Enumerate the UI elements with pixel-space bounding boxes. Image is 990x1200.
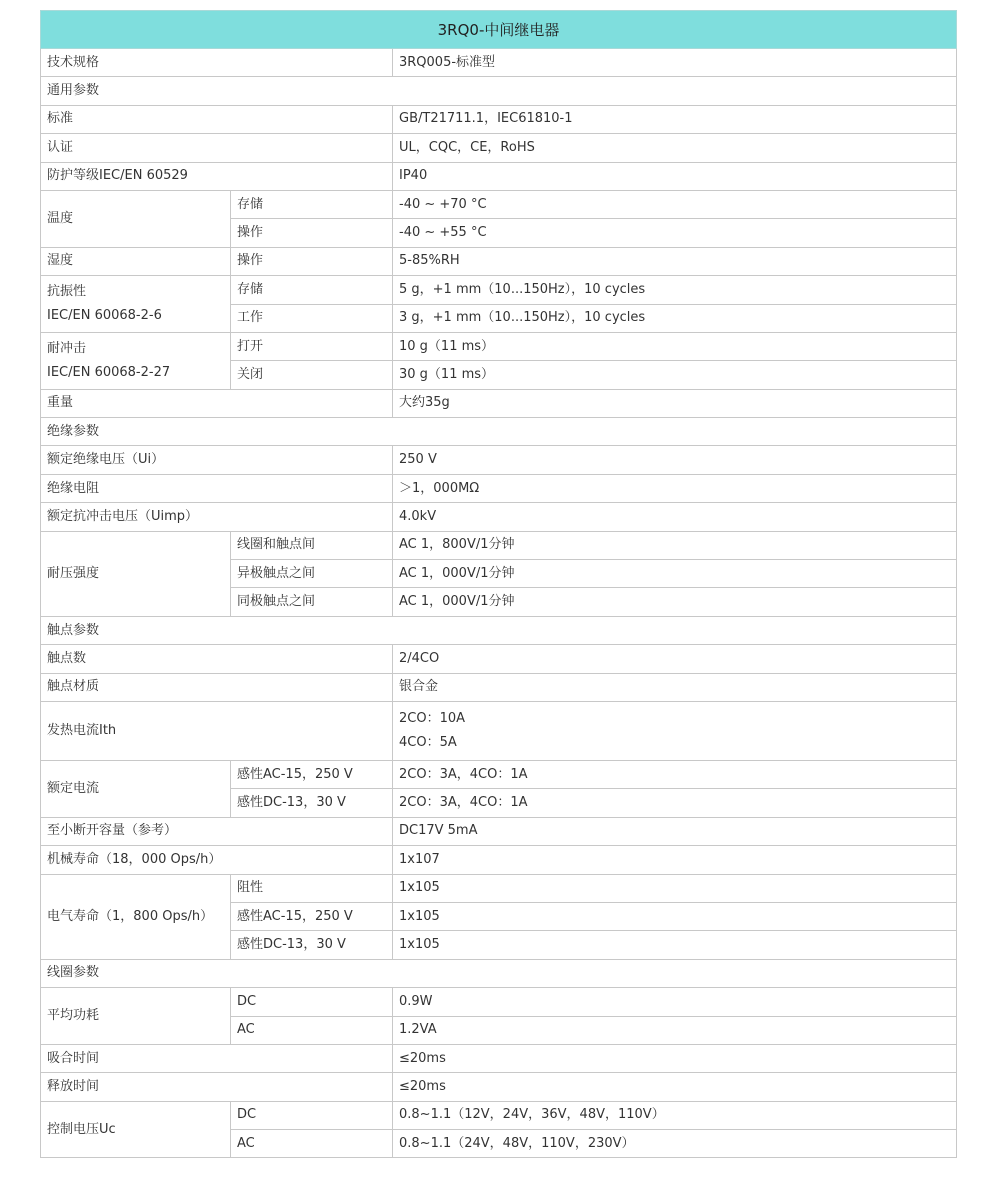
- table-row: [41, 760, 957, 788]
- param-label: 湿度: [41, 247, 231, 275]
- param-sublabel: 感性AC-15，250 V: [231, 760, 393, 788]
- param-value: AC 1，000V/1分钟: [393, 560, 957, 588]
- param-sublabel: 操作: [231, 247, 393, 275]
- param-value: 5-85%RH: [393, 247, 957, 275]
- param-value: 250 V: [393, 446, 957, 474]
- table-row: [41, 1073, 957, 1101]
- table-row: [41, 446, 957, 474]
- section-heading: 通用参数: [41, 77, 957, 105]
- param-sublabel: DC: [231, 988, 393, 1016]
- table-row: [41, 162, 957, 190]
- param-label: 发热电流Ith: [41, 701, 393, 760]
- param-label: [41, 276, 231, 333]
- param-label: [41, 332, 231, 389]
- param-label: 额定电流: [41, 760, 231, 817]
- param-value: 2CO：3A，4CO：1A: [393, 760, 957, 788]
- param-value: 3 g，+1 mm（10...150Hz），10 cycles: [393, 304, 957, 332]
- param-value: 1x107: [393, 846, 957, 874]
- param-sublabel: 存储: [231, 276, 393, 304]
- table-row: [41, 874, 957, 902]
- param-label: 控制电压Uc: [41, 1101, 231, 1158]
- param-sublabel: 打开: [231, 332, 393, 360]
- table-row: [41, 701, 957, 760]
- param-value: -40 ~ +70 °C: [393, 190, 957, 218]
- param-value: 5 g，+1 mm（10...150Hz），10 cycles: [393, 276, 957, 304]
- param-sublabel: AC: [231, 1016, 393, 1044]
- param-value: 2/4CO: [393, 645, 957, 673]
- param-value: [393, 701, 957, 760]
- param-value: 1x105: [393, 902, 957, 930]
- param-value: 2CO：3A，4CO：1A: [393, 789, 957, 817]
- param-value-line: 2CO：10A: [399, 710, 466, 726]
- param-label: 吸合时间: [41, 1044, 393, 1072]
- table-row: [41, 105, 957, 133]
- param-label: 额定绝缘电压（Ui）: [41, 446, 393, 474]
- param-sublabel: 异极触点之间: [231, 560, 393, 588]
- table-row: [41, 846, 957, 874]
- relay-spec-table: [40, 10, 957, 1158]
- section-heading: 触点参数: [41, 616, 957, 644]
- param-label: 耐压强度: [41, 531, 231, 616]
- param-value: 0.8~1.1（12V，24V，36V，48V，110V）: [393, 1101, 957, 1129]
- param-label-line: IEC/EN 60068-2-27: [47, 364, 171, 380]
- table-header-row: [41, 11, 957, 49]
- param-value: 10 g（11 ms）: [393, 332, 957, 360]
- section-heading: 绝缘参数: [41, 418, 957, 446]
- table-row: [41, 49, 957, 77]
- param-label: 触点材质: [41, 673, 393, 701]
- param-value: UL，CQC，CE，RoHS: [393, 134, 957, 162]
- param-label-line: 抗振性: [47, 284, 87, 300]
- param-sublabel: 同极触点之间: [231, 588, 393, 616]
- param-value: ≤20ms: [393, 1044, 957, 1072]
- param-label: 温度: [41, 190, 231, 247]
- table-row: [41, 134, 957, 162]
- param-value: 3RQ005-标准型: [393, 49, 957, 77]
- table-row: [41, 389, 957, 417]
- param-label: 电气寿命（1，800 Ops/h）: [41, 874, 231, 959]
- param-value: ≤20ms: [393, 1073, 957, 1101]
- table-row: [41, 673, 957, 701]
- param-label: 标准: [41, 105, 393, 133]
- param-value: 30 g（11 ms）: [393, 361, 957, 389]
- param-value: DC17V 5mA: [393, 817, 957, 845]
- param-value: 4.0kV: [393, 503, 957, 531]
- param-value: GB/T21711.1，IEC61810-1: [393, 105, 957, 133]
- table-row: [41, 247, 957, 275]
- section-row: [41, 959, 957, 987]
- param-value: 大约35g: [393, 389, 957, 417]
- param-sublabel: 关闭: [231, 361, 393, 389]
- param-value: 1.2VA: [393, 1016, 957, 1044]
- param-label: 触点数: [41, 645, 393, 673]
- table-row: [41, 503, 957, 531]
- param-label: 防护等级IEC/EN 60529: [41, 162, 393, 190]
- param-value: 0.9W: [393, 988, 957, 1016]
- table-row: [41, 474, 957, 502]
- table-row: [41, 1101, 957, 1129]
- param-value: 0.8~1.1（24V，48V，110V，230V）: [393, 1130, 957, 1158]
- table-title: 3RQ0-中间继电器: [41, 11, 957, 49]
- param-sublabel: 存储: [231, 190, 393, 218]
- section-row: [41, 77, 957, 105]
- param-label: 重量: [41, 389, 393, 417]
- table-row: [41, 817, 957, 845]
- param-sublabel: 工作: [231, 304, 393, 332]
- param-value: 银合金: [393, 673, 957, 701]
- param-value: ＞1，000MΩ: [393, 474, 957, 502]
- param-label: 认证: [41, 134, 393, 162]
- param-label: 至小断开容量（参考）: [41, 817, 393, 845]
- param-value: 1x105: [393, 874, 957, 902]
- param-sublabel: 感性DC-13，30 V: [231, 931, 393, 959]
- table-row: [41, 190, 957, 218]
- param-label: 平均功耗: [41, 988, 231, 1045]
- section-row: [41, 616, 957, 644]
- table-row: [41, 332, 957, 360]
- param-label: 机械寿命（18，000 Ops/h）: [41, 846, 393, 874]
- param-value: -40 ~ +55 °C: [393, 219, 957, 247]
- param-value: AC 1，000V/1分钟: [393, 588, 957, 616]
- param-value-line: 4CO：5A: [399, 734, 457, 750]
- table-row: [41, 276, 957, 304]
- param-value: 1x105: [393, 931, 957, 959]
- param-sublabel: AC: [231, 1130, 393, 1158]
- param-sublabel: 线圈和触点间: [231, 531, 393, 559]
- section-heading: 线圈参数: [41, 959, 957, 987]
- param-sublabel: 感性DC-13，30 V: [231, 789, 393, 817]
- param-label: 技术规格: [41, 49, 393, 77]
- param-label-line: IEC/EN 60068-2-6: [47, 308, 162, 324]
- table-row: [41, 531, 957, 559]
- param-label: 额定抗冲击电压（Uimp）: [41, 503, 393, 531]
- param-sublabel: 阻性: [231, 874, 393, 902]
- param-label: 绝缘电阻: [41, 474, 393, 502]
- param-label: 释放时间: [41, 1073, 393, 1101]
- param-value: IP40: [393, 162, 957, 190]
- param-sublabel: 感性AC-15，250 V: [231, 902, 393, 930]
- table-row: [41, 645, 957, 673]
- param-sublabel: DC: [231, 1101, 393, 1129]
- param-sublabel: 操作: [231, 219, 393, 247]
- param-label-line: 耐冲击: [47, 340, 87, 356]
- section-row: [41, 418, 957, 446]
- table-row: [41, 988, 957, 1016]
- table-row: [41, 1044, 957, 1072]
- param-value: AC 1，800V/1分钟: [393, 531, 957, 559]
